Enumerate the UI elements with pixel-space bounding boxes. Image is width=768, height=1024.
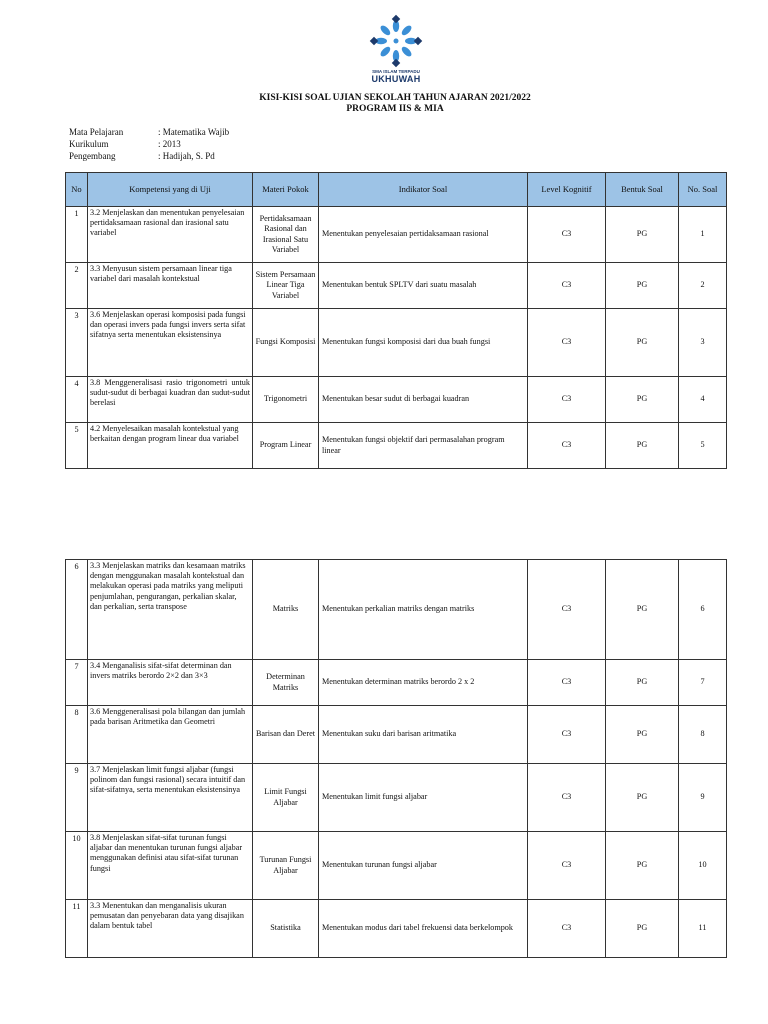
cell-level: C3 [528, 900, 606, 958]
cell-materi: Matriks [253, 560, 319, 660]
cell-indikator: Menentukan bentuk SPLTV dari suatu masalah [319, 263, 528, 309]
cell-materi: Determinan Matriks [253, 660, 319, 706]
cell-materi: Fungsi Komposisi [253, 309, 319, 377]
cell-kompetensi: 3.4 Menganalisis sifat-sifat determinan dan invers matriks berordo 2×2 dan 3×3 [88, 660, 253, 706]
school-logo [366, 14, 426, 88]
cell-level: C3 [528, 377, 606, 423]
cell-materi: Barisan dan Deret [253, 706, 319, 764]
header-bentuk: Bentuk Soal [606, 173, 679, 207]
title-line-2: PROGRAM IIS & MIA [346, 104, 444, 114]
header-no-soal: No. Soal [679, 173, 727, 207]
cell-kompetensi: 4.2 Menyelesaikan masalah kontekstual yang berkaitan dengan program linear dua variabel [88, 423, 253, 469]
table-row [66, 377, 727, 423]
cell-no: 10 [66, 832, 88, 900]
table-row [66, 900, 727, 958]
cell-materi: Trigonometri [253, 377, 319, 423]
cell-kompetensi: 3.7 Menjelaskan limit fungsi aljabar (fungsi polinom dan fungsi rasional) secara intuitif dan sifat-sifatnya, serta menentukan eksistensinya [88, 764, 253, 832]
cell-indikator: Menentukan turunan fungsi aljabar [319, 832, 528, 900]
cell-indikator: Menentukan limit fungsi aljabar [319, 764, 528, 832]
meta-value: : Matematika Wajib [158, 127, 230, 137]
cell-bentuk: PG [606, 423, 679, 469]
table-row [66, 660, 727, 706]
cell-no: 7 [66, 660, 88, 706]
meta-row [69, 126, 229, 138]
ukhuwah-emblem-icon [366, 14, 426, 68]
cell-bentuk: PG [606, 263, 679, 309]
cell-bentuk: PG [606, 660, 679, 706]
cell-kompetensi: 3.8 Menggeneralisasi rasio trigonometri untuk sudut-sudut di berbagai kuadran dan sudut-sudut berelasi [88, 377, 253, 423]
cell-no: 4 [66, 377, 88, 423]
kisi-kisi-table-part-2 [65, 559, 727, 958]
table-row [66, 764, 727, 832]
logo-subtitle: SMA ISLAM TERPADU [372, 69, 420, 74]
cell-bentuk: PG [606, 832, 679, 900]
cell-no-soal: 10 [679, 832, 727, 900]
cell-level: C3 [528, 660, 606, 706]
cell-kompetensi: 3.6 Menggeneralisasi pola bilangan dan jumlah pada barisan Aritmetika dan Geometri [88, 706, 253, 764]
cell-indikator: Menentukan fungsi komposisi dari dua buah fungsi [319, 309, 528, 377]
cell-level: C3 [528, 263, 606, 309]
header-no: No [66, 173, 88, 207]
cell-materi: Sistem Persamaan Linear Tiga Variabel [253, 263, 319, 309]
cell-indikator: Menentukan fungsi objektif dari permasalahan program linear [319, 423, 528, 469]
cell-no-soal: 3 [679, 309, 727, 377]
cell-bentuk: PG [606, 900, 679, 958]
cell-kompetensi: 3.3 Menjelaskan matriks dan kesamaan matriks dengan menggunakan masalah kontekstual dan melakukan operasi pada matriks yang meliputi penjumlahan, pengurangan, perkalian skalar, dan perkalian, serta transpose [88, 560, 253, 660]
header-kompetensi: Kompetensi yang di Uji [88, 173, 253, 207]
cell-bentuk: PG [606, 764, 679, 832]
cell-no: 2 [66, 263, 88, 309]
cell-bentuk: PG [606, 560, 679, 660]
meta-label: Mata Pelajaran [69, 127, 124, 137]
cell-level: C3 [528, 309, 606, 377]
cell-kompetensi: 3.2 Menjelaskan dan menentukan penyelesaian pertidaksamaan rasional dan irasional satu variabel [88, 207, 253, 263]
meta-row [69, 150, 229, 162]
cell-level: C3 [528, 423, 606, 469]
cell-level: C3 [528, 560, 606, 660]
cell-no-soal: 1 [679, 207, 727, 263]
cell-no-soal: 8 [679, 706, 727, 764]
cell-bentuk: PG [606, 377, 679, 423]
meta-label: Pengembang [69, 151, 116, 161]
cell-indikator: Menentukan modus dari tabel frekuensi data berkelompok [319, 900, 528, 958]
cell-materi: Turunan Fungsi Aljabar [253, 832, 319, 900]
cell-no-soal: 9 [679, 764, 727, 832]
meta-value: : Hadijah, S. Pd [158, 151, 215, 161]
cell-kompetensi: 3.3 Menyusun sistem persamaan linear tiga variabel dari masalah kontekstual [88, 263, 253, 309]
kisi-kisi-table-part-1 [65, 172, 727, 469]
cell-no-soal: 11 [679, 900, 727, 958]
table-row [66, 832, 727, 900]
document-title [0, 93, 768, 115]
header-level: Level Kognitif [528, 173, 606, 207]
cell-no: 8 [66, 706, 88, 764]
cell-no-soal: 4 [679, 377, 727, 423]
cell-no: 6 [66, 560, 88, 660]
title-line-1: KISI-KISI SOAL UJIAN SEKOLAH TAHUN AJARAN 2021/2022 [259, 93, 531, 103]
cell-materi: Limit Fungsi Aljabar [253, 764, 319, 832]
cell-no: 5 [66, 423, 88, 469]
cell-no: 1 [66, 207, 88, 263]
cell-kompetensi: 3.8 Menjelaskan sifat-sifat turunan fungsi aljabar dan menentukan turunan fungsi aljabar menggunakan definisi atau sifat-sifat turunan fungsi [88, 832, 253, 900]
cell-materi: Statistika [253, 900, 319, 958]
cell-materi: Pertidaksamaan Rasional dan Irasional Satu Variabel [253, 207, 319, 263]
cell-kompetensi: 3.6 Menjelaskan operasi komposisi pada fungsi dan operasi invers pada fungsi invers serta sifat sifatnya serta menentukan eksistensinya [88, 309, 253, 377]
header-materi: Materi Pokok [253, 173, 319, 207]
cell-no: 11 [66, 900, 88, 958]
header-indikator: Indikator Soal [319, 173, 528, 207]
cell-indikator: Menentukan suku dari barisan aritmatika [319, 706, 528, 764]
cell-no-soal: 6 [679, 560, 727, 660]
cell-no-soal: 5 [679, 423, 727, 469]
cell-no-soal: 7 [679, 660, 727, 706]
cell-indikator: Menentukan penyelesaian pertidaksamaan rasional [319, 207, 528, 263]
table-row [66, 423, 727, 469]
table-header-row [66, 173, 727, 207]
document-meta [69, 126, 229, 162]
cell-bentuk: PG [606, 207, 679, 263]
cell-level: C3 [528, 706, 606, 764]
cell-materi: Program Linear [253, 423, 319, 469]
cell-level: C3 [528, 764, 606, 832]
cell-kompetensi: 3.3 Menentukan dan menganalisis ukuran pemusatan dan penyebaran data yang disajikan dalam bentuk tabel [88, 900, 253, 958]
cell-indikator: Menentukan besar sudut di berbagai kuadran [319, 377, 528, 423]
cell-indikator: Menentukan determinan matriks berordo 2 x 2 [319, 660, 528, 706]
table-row [66, 263, 727, 309]
table-row [66, 207, 727, 263]
table-row [66, 309, 727, 377]
meta-value: : 2013 [158, 139, 181, 149]
cell-level: C3 [528, 832, 606, 900]
cell-bentuk: PG [606, 309, 679, 377]
meta-label: Kurikulum [69, 139, 109, 149]
cell-indikator: Menentukan perkalian matriks dengan matriks [319, 560, 528, 660]
cell-no: 3 [66, 309, 88, 377]
table-row [66, 560, 727, 660]
cell-no-soal: 2 [679, 263, 727, 309]
cell-level: C3 [528, 207, 606, 263]
table-row [66, 706, 727, 764]
logo-name: UKHUWAH [371, 74, 421, 84]
cell-bentuk: PG [606, 706, 679, 764]
cell-no: 9 [66, 764, 88, 832]
meta-row [69, 138, 229, 150]
